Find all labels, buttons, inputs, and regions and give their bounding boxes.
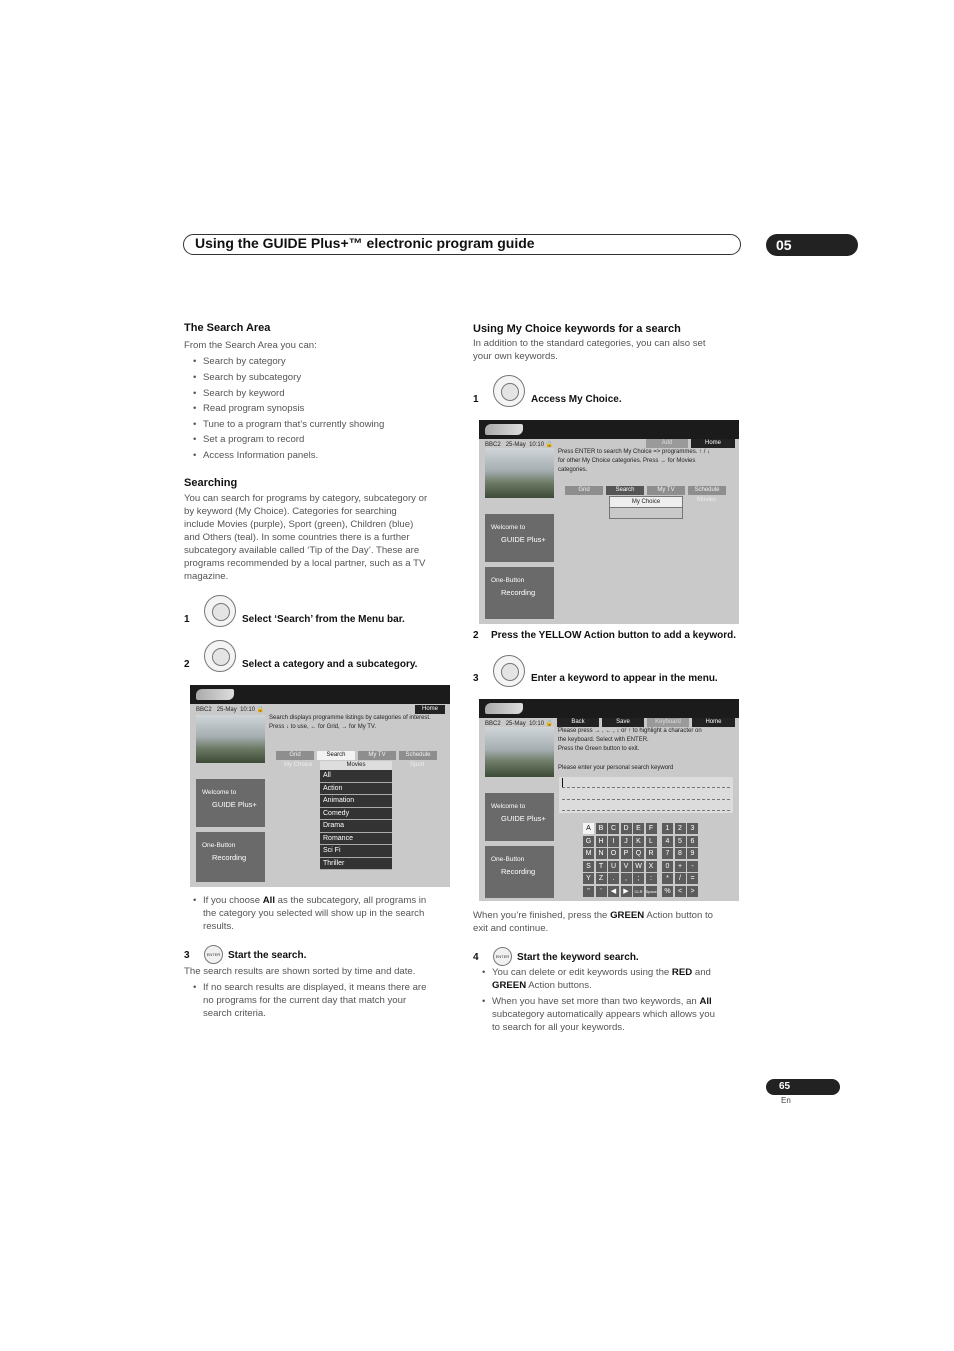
tab-grid[interactable]: Grid [565, 486, 603, 495]
my-choice-screen [479, 420, 739, 624]
channel-label: BBC2 25-May 10:10 🔒 [196, 707, 265, 713]
keyboard-key[interactable]: E [633, 823, 644, 834]
tab-search[interactable]: Search [606, 486, 644, 495]
info-line: categories. [558, 467, 588, 473]
keyboard-key[interactable]: C [608, 823, 619, 834]
step-text: Select ‘Search’ from the Menu bar. [242, 614, 405, 625]
results-text: The search results are shown sorted by time and date. [184, 966, 416, 977]
tv-preview-image [196, 715, 265, 763]
keyboard-screen [479, 699, 739, 901]
search-area-intro: From the Search Area you can: [184, 340, 317, 351]
home-button[interactable]: Home [415, 705, 445, 714]
panel-title: GUIDE Plus+ [212, 800, 257, 809]
keyboard-key[interactable]: V [621, 861, 632, 872]
remote-dial-icon [493, 375, 525, 407]
search-screen [190, 685, 450, 887]
tv-preview-image [485, 727, 554, 777]
lock-icon: 🔒 [545, 442, 554, 448]
step-number: 3 [473, 673, 479, 684]
step-number: 3 [184, 950, 190, 961]
note-line: search criteria. [203, 1008, 266, 1019]
note-line: no programs for the current day that match your [203, 995, 407, 1006]
keyboard-key[interactable]: B [596, 823, 607, 834]
info-line: Press the Green button to exit. [558, 746, 640, 752]
keyboard-key[interactable]: D [621, 823, 632, 834]
welcome-panel[interactable] [196, 779, 265, 827]
step-number: 2 [184, 659, 190, 670]
info-line: Search displays programme listings by categories of interest. [269, 715, 431, 721]
info-line: Press ↓ to use, ← for Grid, → for My TV. [269, 724, 377, 730]
enter-button-icon: ENTER [204, 945, 223, 964]
info-line: the keyboard. Select with ENTER. [558, 737, 649, 743]
note-line: • When you have set more than two keywords, an All [492, 996, 712, 1007]
panel-label: One-Button [491, 856, 525, 863]
keyboard-key[interactable]: Y [583, 873, 594, 884]
keyboard-key[interactable]: 0 [662, 861, 673, 872]
keyboard-key[interactable]: 3 [687, 823, 698, 834]
keyboard-key[interactable]: " [583, 886, 594, 897]
keyboard-key[interactable]: N [596, 848, 607, 859]
tab-schedule[interactable]: Schedule [399, 751, 437, 760]
my-choice-heading: Using My Choice keywords for a search [473, 323, 681, 335]
keyboard-key[interactable]: / [675, 873, 686, 884]
step-number: 2 [473, 630, 479, 641]
paragraph-line: programs recommended by a local partner, such as a TV [184, 558, 426, 569]
subcategory-left[interactable]: My Choice [284, 762, 313, 768]
panel-label: Welcome to [202, 789, 237, 796]
keyboard-key[interactable]: 7 [662, 848, 673, 859]
tab-my-tv[interactable]: My TV [358, 751, 396, 760]
info-line: Press ENTER to search My Choice => programmes. ↑ / ↓ [558, 449, 711, 455]
paragraph-line: by keyword (My Choice). Categories for searching [184, 506, 397, 517]
note-more [492, 995, 747, 1034]
searching-heading: Searching [184, 477, 238, 489]
keyboard-key[interactable]: F [646, 823, 657, 834]
home-button[interactable]: Home [691, 439, 735, 448]
panel-title: Recording [212, 853, 247, 862]
save-button[interactable]: Save [602, 718, 644, 727]
keyboard-button[interactable]: Keyboard [647, 718, 689, 727]
paragraph-line: You can search for programs by category, subcategory or [184, 493, 428, 504]
list-item[interactable]: Thriller [320, 858, 392, 871]
keyboard-key[interactable]: P [621, 848, 632, 859]
info-line: for other My Choice categories. Press → for Movies [558, 458, 696, 464]
paragraph-line: include Movies (purple), Sport (green), Children (blue) [184, 519, 414, 530]
keyboard-key[interactable]: - [687, 861, 698, 872]
searching-paragraph [184, 492, 459, 583]
note-line: subcategory automatically appears which allows you [492, 1009, 715, 1020]
keyboard-key[interactable]: S [583, 861, 594, 872]
keyboard-key[interactable]: * [662, 873, 673, 884]
keyboard-key[interactable]: ' [596, 886, 607, 897]
keyboard-key[interactable]: K [633, 836, 644, 847]
step-text: Start the keyword search. [517, 952, 639, 963]
channel-label: BBC2 25-May 10:10 🔒 [485, 442, 554, 448]
tab-grid[interactable]: Grid [276, 751, 314, 760]
keyboard-key[interactable]: 1 [662, 823, 673, 834]
keyboard-key[interactable]: M [583, 848, 594, 859]
keyboard-key[interactable]: 8 [675, 848, 686, 859]
input-line [562, 810, 730, 811]
page-number: 65 [766, 1079, 840, 1095]
remote-dial-icon [204, 595, 236, 627]
screen-top-bar [479, 699, 739, 718]
tab-my-tv[interactable]: My TV [647, 486, 685, 495]
keyboard-key[interactable]: ; [633, 873, 644, 884]
finished-text [473, 909, 748, 935]
panel-label: Welcome to [491, 803, 526, 810]
empty-list-slot [609, 507, 683, 519]
language-label: En [781, 1096, 791, 1105]
input-line [562, 799, 730, 800]
keyboard-key[interactable]: R [646, 848, 657, 859]
page-title: Using the GUIDE Plus+™ electronic program guide [195, 235, 535, 251]
keyword-input[interactable] [559, 777, 733, 813]
panel-title: Recording [501, 867, 536, 876]
screen-top-bar [190, 685, 450, 704]
note-edit [492, 966, 747, 992]
guide-plus-logo-icon [485, 424, 523, 435]
lock-icon: 🔒 [545, 721, 554, 727]
channel-label: BBC2 25-May 10:10 🔒 [485, 721, 554, 727]
guide-plus-logo-icon [485, 703, 523, 714]
back-button[interactable]: Back [557, 718, 599, 727]
paragraph-line: subcategory available called ‘Tip of the Day’. These are [184, 545, 420, 556]
list-item: • Search by keyword [203, 387, 285, 400]
subcategory-selected[interactable]: Movies [320, 761, 392, 770]
step-text: Enter a keyword to appear in the menu. [531, 673, 718, 684]
remote-dial-icon [493, 655, 525, 687]
keyword-prompt: Please enter your personal search keyword [558, 765, 674, 771]
keyboard-key[interactable]: CLR [633, 886, 644, 897]
step-number: 1 [473, 394, 479, 405]
note-line: • If you choose All as the subcategory, all programs in [203, 895, 427, 906]
note-line: • If no search results are displayed, it means there are [203, 982, 427, 993]
note-none [203, 981, 455, 1020]
list-item[interactable]: Comedy [320, 808, 392, 821]
keyboard-key[interactable]: 4 [662, 836, 673, 847]
keyboard-key[interactable]: Q [633, 848, 644, 859]
search-area-heading: The Search Area [184, 322, 271, 334]
input-line [562, 787, 730, 788]
recording-panel[interactable] [485, 567, 554, 619]
screen-top-bar [479, 420, 739, 439]
keyboard-key[interactable]: L [646, 836, 657, 847]
panel-label: One-Button [202, 842, 236, 849]
keyboard-key[interactable]: + [675, 861, 686, 872]
paragraph-line: your own keywords. [473, 351, 558, 362]
info-line: Please press → , ← , ↓ or ↑ to highlight a character on [558, 728, 702, 734]
keyboard-key[interactable]: W [633, 861, 644, 872]
tab-schedule[interactable]: Schedule [688, 486, 726, 495]
step-number: 1 [184, 614, 190, 625]
guide-plus-logo-icon [196, 689, 234, 700]
note-all [203, 894, 455, 933]
keyboard-key[interactable]: J [621, 836, 632, 847]
list-item: • Access Information panels. [203, 449, 318, 462]
panel-title: GUIDE Plus+ [501, 535, 546, 544]
step-text: Start the search. [228, 950, 307, 961]
note-line: the category you selected will show up in the search [203, 908, 425, 919]
enter-button-icon: ENTER [493, 947, 512, 966]
subcategory-right[interactable]: Sport [410, 762, 425, 768]
step-text: Press the YELLOW Action button to add a keyword. [491, 630, 737, 641]
paragraph-line: and Others (teal). In some countries there is a further [184, 532, 410, 543]
keyboard-key[interactable]: O [608, 848, 619, 859]
list-item: • Search by subcategory [203, 371, 301, 384]
keyboard-key[interactable]: < [675, 886, 686, 897]
list-item[interactable]: All [320, 770, 392, 783]
keyboard-key[interactable]: Space [646, 886, 657, 897]
paragraph-line: magazine. [184, 571, 229, 582]
panel-title: GUIDE Plus+ [501, 814, 546, 823]
keyboard-key[interactable]: > [687, 886, 698, 897]
keyboard-key[interactable]: . [608, 873, 619, 884]
keyboard-key[interactable]: G [583, 836, 594, 847]
tab-search[interactable]: Search [317, 751, 355, 760]
list-item: • Read program synopsis [203, 402, 304, 415]
keyboard-key[interactable]: U [608, 861, 619, 872]
keyboard-key[interactable]: ◀ [608, 886, 619, 897]
note-line: results. [203, 921, 234, 932]
welcome-panel[interactable] [485, 793, 554, 841]
list-item[interactable]: Sci Fi [320, 845, 392, 858]
subcategory-selected[interactable]: My Choice [609, 496, 683, 508]
subcategory-right[interactable]: Movies [697, 497, 717, 503]
keyboard-key[interactable]: % [662, 886, 673, 897]
keyboard-key[interactable]: = [687, 873, 698, 884]
list-item: • Search by category [203, 355, 286, 368]
list-item[interactable]: Action [320, 783, 392, 796]
note-line: GREEN Action buttons. [492, 980, 592, 991]
keyboard-key[interactable]: H [596, 836, 607, 847]
recording-panel[interactable] [485, 846, 554, 898]
home-button[interactable]: Home [692, 718, 735, 727]
list-item[interactable]: Drama [320, 820, 392, 833]
panel-label: One-Button [491, 577, 525, 584]
keyboard-key[interactable]: : [646, 873, 657, 884]
keyboard-key[interactable]: 6 [687, 836, 698, 847]
paragraph-line: When you’re finished, press the GREEN Action button to [473, 910, 713, 921]
lock-icon: 🔒 [256, 707, 265, 713]
recording-panel[interactable] [196, 832, 265, 882]
list-item[interactable]: Romance [320, 833, 392, 846]
keyboard-key[interactable]: X [646, 861, 657, 872]
keyboard-key[interactable]: 5 [675, 836, 686, 847]
step-text: Select a category and a subcategory. [242, 659, 418, 670]
step-text: Access My Choice. [531, 394, 622, 405]
keyboard-key[interactable]: I [608, 836, 619, 847]
tv-preview-image [485, 448, 554, 498]
paragraph-line: exit and continue. [473, 923, 549, 934]
keyboard-key[interactable]: 9 [687, 848, 698, 859]
keyboard-key[interactable]: Z [596, 873, 607, 884]
keyboard-key[interactable]: 2 [675, 823, 686, 834]
keyboard-key[interactable]: , [621, 873, 632, 884]
keyboard-key[interactable]: T [596, 861, 607, 872]
text-cursor [562, 778, 563, 787]
add-button[interactable]: Add [646, 439, 688, 448]
my-choice-intro [473, 337, 748, 363]
panel-label: Welcome to [491, 524, 526, 531]
list-item[interactable]: Animation [320, 795, 392, 808]
chapter-badge: 05 [766, 234, 858, 256]
list-item: • Tune to a program that’s currently showing [203, 418, 384, 431]
panel-title: Recording [501, 588, 536, 597]
keyboard-key[interactable]: ▶ [621, 886, 632, 897]
note-line: • You can delete or edit keywords using the RED and [492, 967, 711, 978]
step-number: 4 [473, 952, 479, 963]
remote-dial-icon [204, 640, 236, 672]
welcome-panel[interactable] [485, 514, 554, 562]
list-item: • Set a program to record [203, 433, 304, 446]
paragraph-line: In addition to the standard categories, you can also set [473, 338, 706, 349]
note-line: to search for all your keywords. [492, 1022, 625, 1033]
keyboard-key[interactable]: A [583, 823, 594, 834]
